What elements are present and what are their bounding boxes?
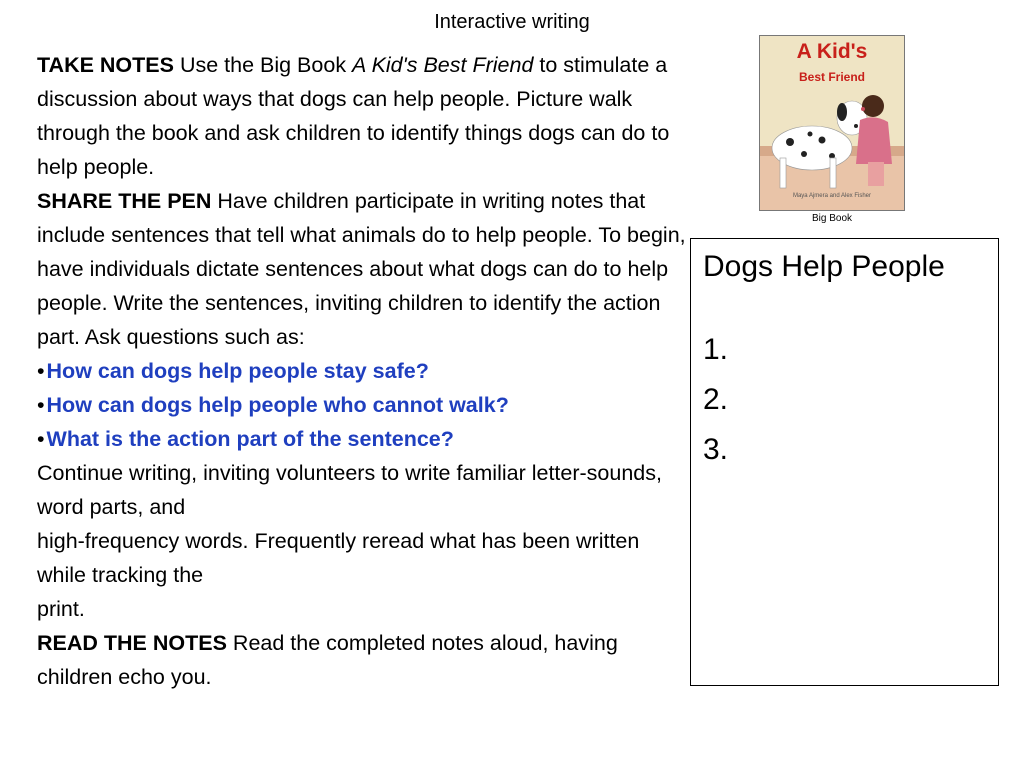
notes-list-item: 1.	[703, 333, 729, 366]
cover-title: A Kid's	[796, 40, 868, 63]
take-notes-text-part-2: to stimulate a discussion about ways that dogs can help people. Picture walk through the book and ask children to identify things dogs can do to help people.	[37, 53, 670, 179]
take-notes-heading: TAKE NOTES	[37, 53, 174, 77]
cover-authors: Maya Ajmera and Alex Fisher	[792, 193, 872, 199]
question-item	[37, 354, 687, 388]
bullet-marker: •	[37, 359, 45, 383]
question-item	[37, 422, 687, 456]
share-pen-text: Have children participate in writing notes that include sentences that tell what animals do to help people. To begin, have individuals dictate sentences about what dogs can do to help people. Write the sentences, inviting children to identify the action part. Ask questions such as:	[37, 189, 686, 349]
continue-line: Continue writing, inviting volunteers to write familiar letter-sounds, word parts, and	[37, 461, 662, 519]
take-notes-text-part-1: Use the Big Book	[173, 53, 353, 77]
read-notes-text: Read the completed notes aloud, having children echo you.	[37, 631, 618, 689]
question-text: How can dogs help people stay safe?	[46, 359, 429, 383]
question-item	[37, 388, 687, 422]
read-notes-paragraph	[37, 626, 687, 694]
instruction-text	[37, 48, 687, 694]
book-title: A Kid's Best Friend	[352, 53, 534, 77]
notes-list-item: 3.	[703, 433, 729, 466]
big-book-caption: Big Book	[811, 213, 853, 224]
question-text: How can dogs help people who cannot walk?	[46, 393, 509, 417]
question-text: What is the action part of the sentence?	[46, 427, 454, 451]
cover-subtitle: Best Friend	[798, 70, 865, 84]
slide-title: Interactive writing	[434, 11, 590, 33]
continue-line: high-frequency words. Frequently reread what has been written while tracking the	[37, 529, 640, 587]
share-pen-paragraph	[37, 184, 687, 354]
bullet-marker: •	[37, 393, 45, 417]
notes-box	[690, 238, 999, 686]
book-cover-image	[759, 35, 905, 211]
bullet-marker: •	[37, 427, 45, 451]
take-notes-paragraph	[37, 48, 687, 184]
notes-title: Dogs Help People	[703, 250, 945, 283]
continue-line: print.	[37, 597, 85, 621]
share-pen-heading: SHARE THE PEN	[37, 189, 212, 213]
read-notes-heading: READ THE NOTES	[37, 631, 227, 655]
notes-list-item: 2.	[703, 383, 729, 416]
